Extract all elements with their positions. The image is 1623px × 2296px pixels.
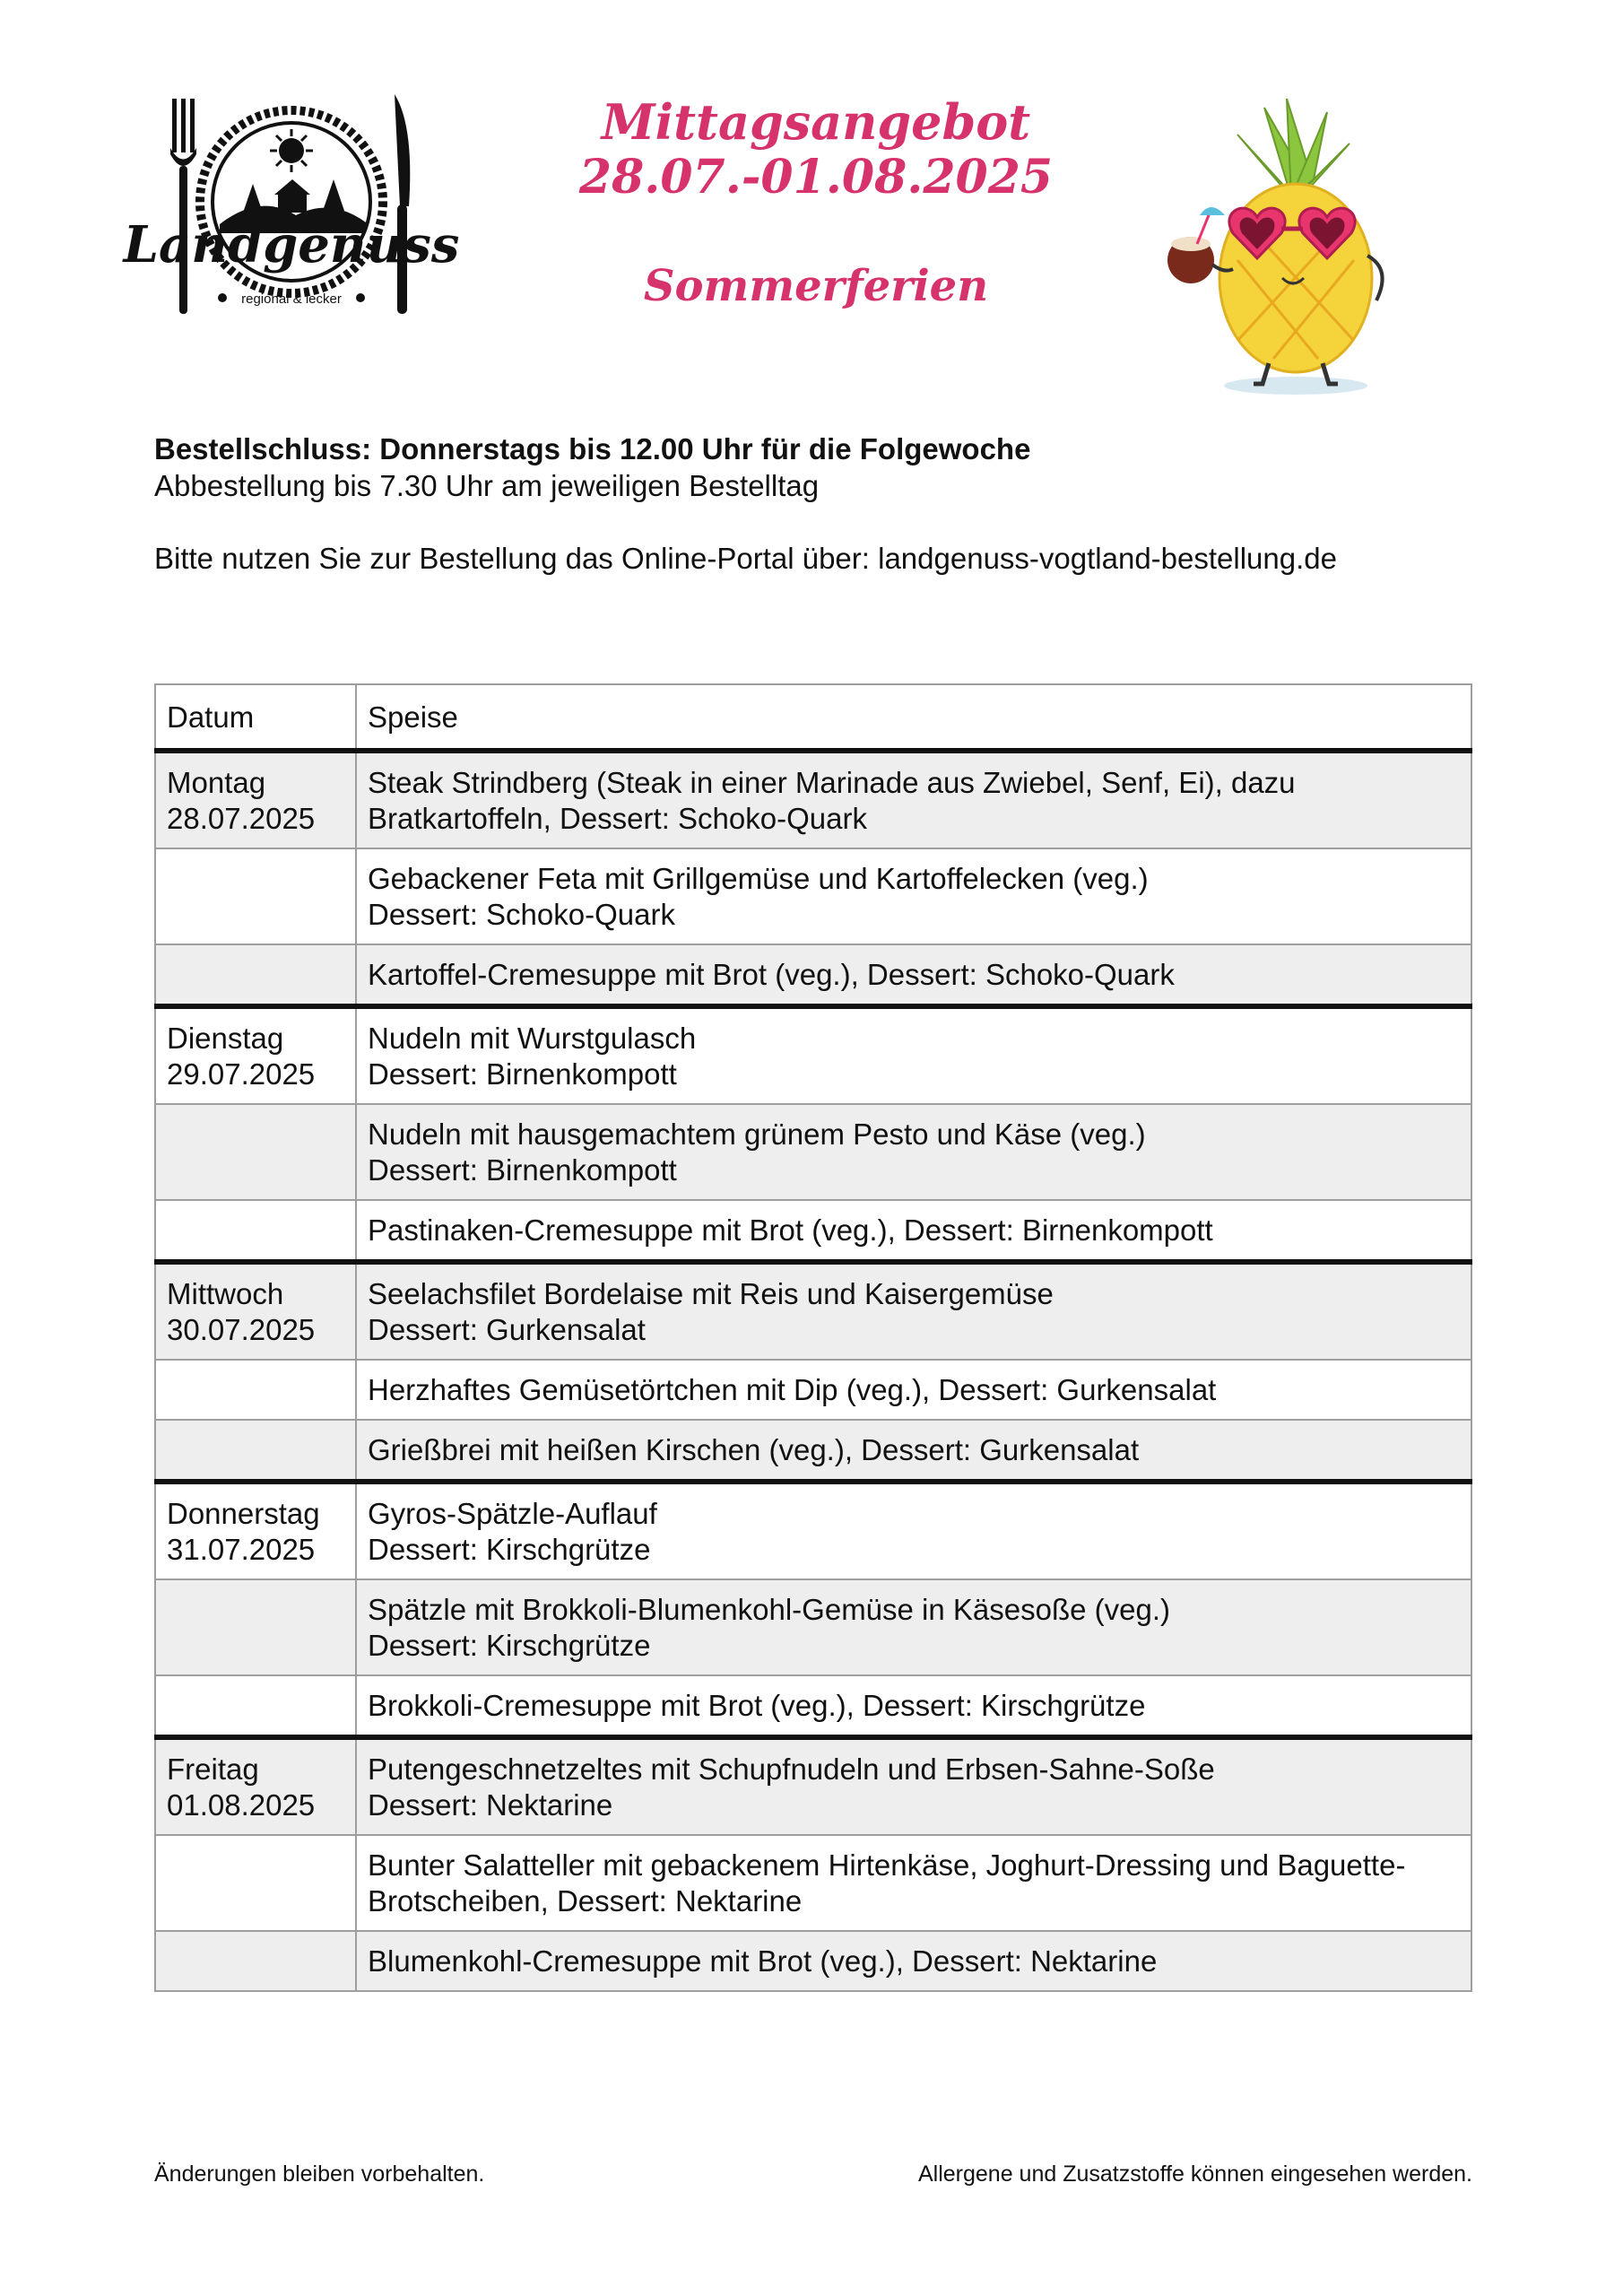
dish-line: Blumenkohl-Cremesuppe mit Brot (veg.), Dessert: Nektarine <box>368 1944 1158 1978</box>
cancellation-note: Abbestellung bis 7.30 Uhr am jeweiligen Bestelltag <box>154 469 820 502</box>
date-cell <box>155 751 356 848</box>
subtitle: Sommerferien <box>643 261 989 311</box>
dish-line: Grießbrei mit heißen Kirschen (veg.), Dessert: Gurkensalat <box>368 1433 1140 1466</box>
dish-line: Steak Strindberg (Steak in einer Marinade aus Zwiebel, Senf, Ei), dazu <box>368 766 1296 799</box>
dish-line: Spätzle mit Brokkoli-Blumenkohl-Gemüse in Käsesoße (veg.) <box>368 1593 1171 1626</box>
page-title: Mittagsangebot <box>601 93 1031 151</box>
table-row <box>155 1006 1471 1104</box>
day-name: Dienstag <box>167 1022 284 1055</box>
dish-line: Dessert: Schoko-Quark <box>368 898 675 931</box>
date-cell <box>155 944 356 1006</box>
landgenuss-logo <box>123 90 460 323</box>
dish-cell <box>356 1360 1471 1420</box>
day-date: 28.07.2025 <box>167 802 316 835</box>
dish-line: Dessert: Birnenkompott <box>368 1057 677 1091</box>
date-cell <box>155 1006 356 1104</box>
table-row <box>155 1360 1471 1420</box>
dish-line: Putengeschnetzeltes mit Schupfnudeln und Erbsen-Sahne-Soße <box>368 1752 1215 1786</box>
dish-line: Gyros-Spätzle-Auflauf <box>368 1497 657 1530</box>
dish-line: Nudeln mit hausgemachtem grünem Pesto und Käse (veg.) <box>368 1118 1146 1151</box>
header-dish: Speise <box>356 684 1471 751</box>
table-row <box>155 1835 1471 1931</box>
dish-line: Dessert: Nektarine <box>368 1788 613 1822</box>
dish-line: Brokkoli-Cremesuppe mit Brot (veg.), Dessert: Kirschgrütze <box>368 1689 1146 1722</box>
table-header-row <box>155 684 1471 751</box>
day-name: Freitag <box>167 1752 259 1786</box>
dish-cell <box>356 1931 1471 1991</box>
dish-line: Brotscheiben, Dessert: Nektarine <box>368 1884 803 1918</box>
dish-line: Dessert: Gurkensalat <box>368 1313 646 1346</box>
table-row <box>155 751 1471 848</box>
svg-text:Landgenuss: Landgenuss <box>123 215 460 274</box>
date-cell <box>155 1360 356 1420</box>
date-cell <box>155 1835 356 1931</box>
order-deadline: Bestellschluss: Donnerstags bis 12.00 Uhr für die Folgewoche <box>154 432 1031 465</box>
dish-line: Seelachsfilet Bordelaise mit Reis und Kaisergemüse <box>368 1277 1054 1310</box>
knife-icon <box>395 94 410 314</box>
dish-cell <box>356 1482 1471 1579</box>
date-range: 28.07.-01.08.2025 <box>578 150 1054 204</box>
date-cell <box>155 1675 356 1737</box>
pineapple-icon <box>1157 99 1417 404</box>
table-row <box>155 1482 1471 1579</box>
table-row <box>155 1579 1471 1675</box>
dish-line: Herzhaftes Gemüsetörtchen mit Dip (veg.), Dessert: Gurkensalat <box>368 1373 1217 1406</box>
sun-icon <box>270 129 313 172</box>
dish-cell <box>356 848 1471 944</box>
table-row <box>155 1262 1471 1360</box>
dish-cell <box>356 1200 1471 1262</box>
dish-line: Dessert: Kirschgrütze <box>368 1533 651 1566</box>
day-date: 31.07.2025 <box>167 1533 316 1566</box>
day-date: 01.08.2025 <box>167 1788 316 1822</box>
dish-line: Dessert: Kirschgrütze <box>368 1629 651 1662</box>
portal-note: Bitte nutzen Sie zur Bestellung das Online-Portal über: landgenuss-vogtland-bestellung.de <box>154 542 1337 575</box>
table-row <box>155 944 1471 1006</box>
header-date: Datum <box>155 684 356 751</box>
dish-cell <box>356 1104 1471 1200</box>
dish-line: Kartoffel-Cremesuppe mit Brot (veg.), Dessert: Schoko-Quark <box>368 958 1175 991</box>
day-name: Montag <box>167 766 266 799</box>
table-row <box>155 1737 1471 1835</box>
fork-icon <box>170 99 196 314</box>
dish-line: Bunter Salatteller mit gebackenem Hirtenkäse, Joghurt-Dressing und Baguette- <box>368 1848 1406 1882</box>
day-name: Mittwoch <box>167 1277 284 1310</box>
dish-cell <box>356 1737 1471 1835</box>
order-info <box>154 430 1499 577</box>
date-cell <box>155 1931 356 1991</box>
dish-cell <box>356 751 1471 848</box>
date-cell <box>155 848 356 944</box>
table-row <box>155 848 1471 944</box>
day-date: 29.07.2025 <box>167 1057 316 1091</box>
dish-cell <box>356 1262 1471 1360</box>
dish-cell <box>356 1006 1471 1104</box>
table-row <box>155 1675 1471 1737</box>
dish-line: Bratkartoffeln, Dessert: Schoko-Quark <box>368 802 867 835</box>
svg-text:regional & lecker: regional & lecker <box>241 291 342 307</box>
dish-cell <box>356 1420 1471 1482</box>
date-cell <box>155 1262 356 1360</box>
date-cell <box>155 1482 356 1579</box>
date-cell <box>155 1737 356 1835</box>
dish-line: Dessert: Birnenkompott <box>368 1153 677 1187</box>
day-date: 30.07.2025 <box>167 1313 316 1346</box>
dish-cell <box>356 1579 1471 1675</box>
table-row <box>155 1420 1471 1482</box>
menu-table <box>154 683 1472 1992</box>
dish-line: Gebackener Feta mit Grillgemüse und Kartoffelecken (veg.) <box>368 862 1149 895</box>
dish-line: Pastinaken-Cremesuppe mit Brot (veg.), Dessert: Birnenkompott <box>368 1213 1213 1247</box>
dish-cell <box>356 1835 1471 1931</box>
title-block <box>556 94 1076 313</box>
footer-disclaimer: Änderungen bleiben vorbehalten. <box>154 2161 485 2187</box>
date-cell <box>155 1200 356 1262</box>
table-row <box>155 1200 1471 1262</box>
footer-allergens: Allergene und Zusatzstoffe können eingesehen werden. <box>917 2161 1472 2187</box>
day-name: Donnerstag <box>167 1497 320 1530</box>
date-cell <box>155 1104 356 1200</box>
dish-cell <box>356 1675 1471 1737</box>
date-cell <box>155 1420 356 1482</box>
dish-line: Nudeln mit Wurstgulasch <box>368 1022 697 1055</box>
date-cell <box>155 1579 356 1675</box>
table-row <box>155 1931 1471 1991</box>
dish-cell <box>356 944 1471 1006</box>
table-row <box>155 1104 1471 1200</box>
